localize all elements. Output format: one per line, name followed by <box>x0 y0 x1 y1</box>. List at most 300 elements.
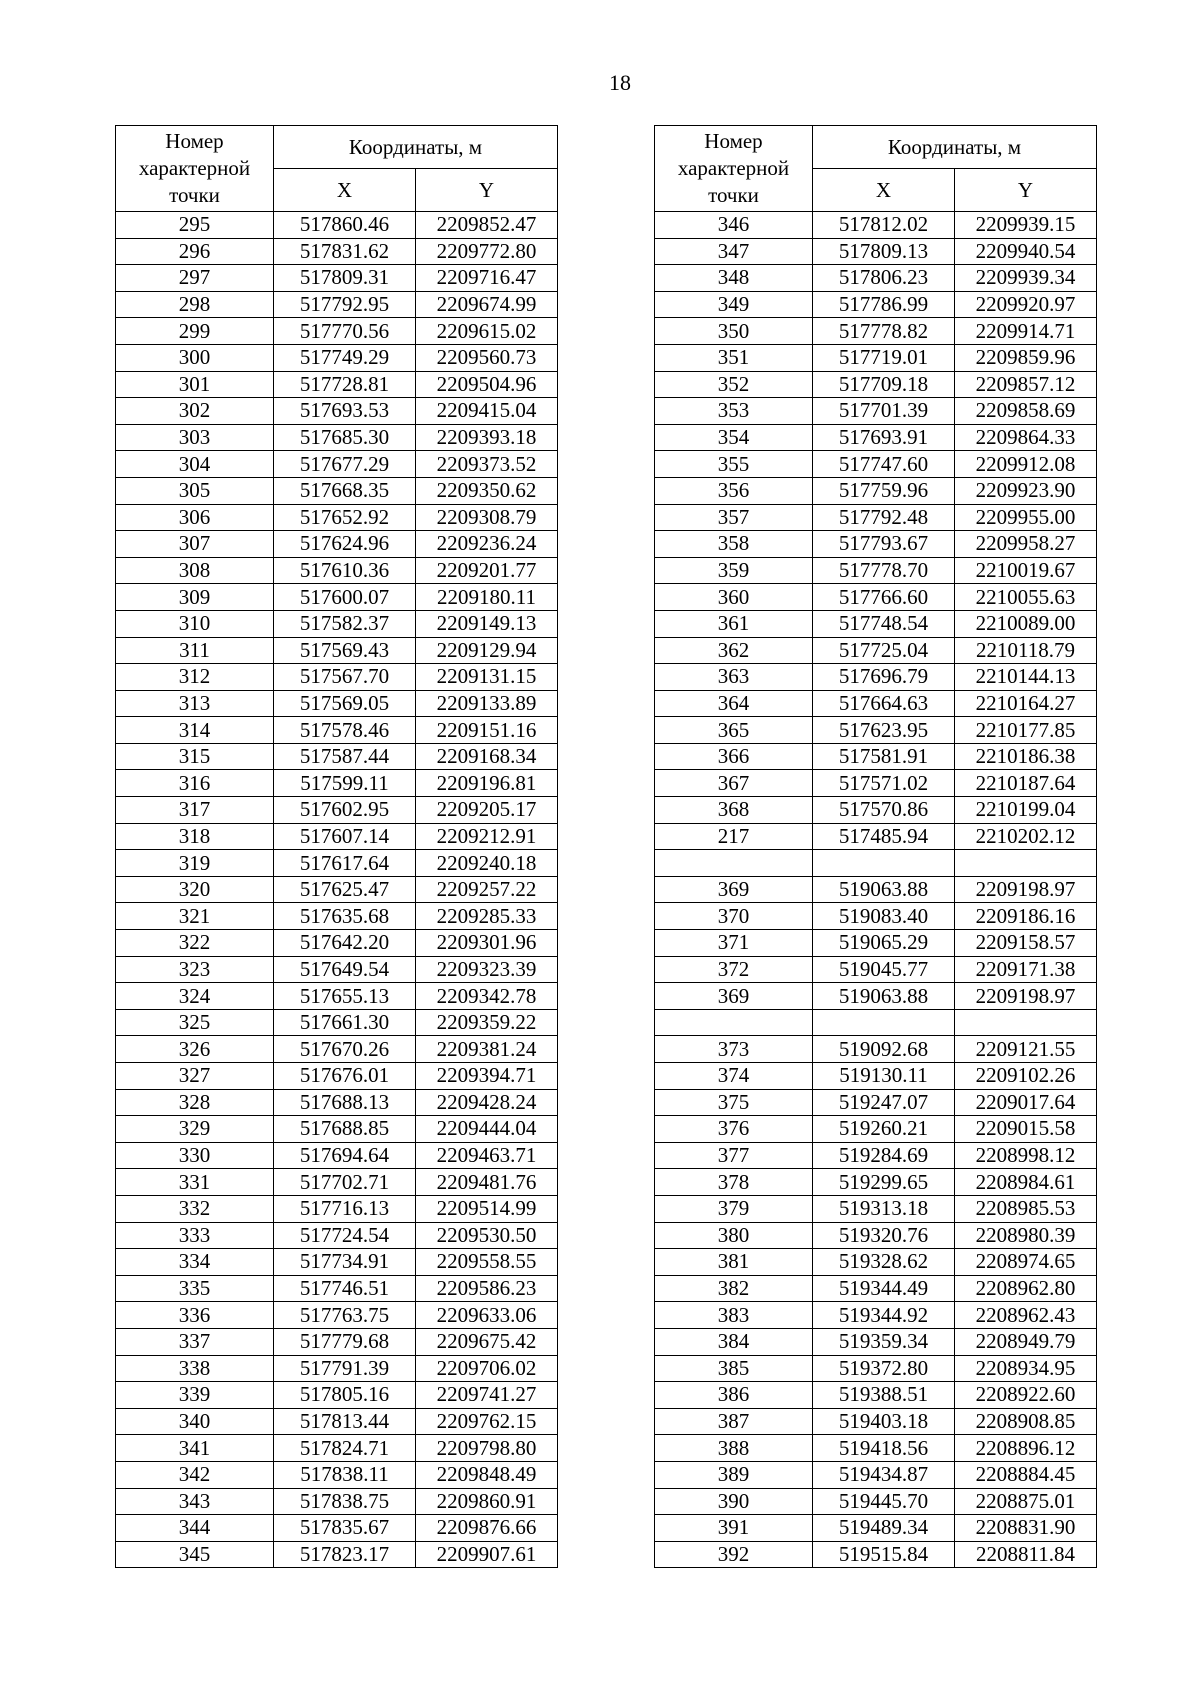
y-coordinate-cell: 2209674.99 <box>416 291 558 318</box>
table-row <box>655 690 1097 717</box>
table-row <box>116 265 558 292</box>
point-number-cell: 360 <box>655 584 813 611</box>
x-coordinate-cell: 517763.75 <box>274 1302 416 1329</box>
x-coordinate-cell: 519247.07 <box>813 1089 955 1116</box>
x-coordinate-cell: 519372.80 <box>813 1355 955 1382</box>
y-coordinate-cell: 2210118.79 <box>955 637 1097 664</box>
point-number-cell <box>655 1009 813 1036</box>
x-coordinate-cell: 517693.53 <box>274 398 416 425</box>
x-coordinate-cell: 517838.75 <box>274 1488 416 1515</box>
point-number-cell: 374 <box>655 1063 813 1090</box>
x-coordinate-cell: 517582.37 <box>274 610 416 637</box>
point-number-header: Номер характерной точки <box>116 126 274 212</box>
point-number-cell: 386 <box>655 1382 813 1409</box>
y-coordinate-cell: 2209198.97 <box>955 876 1097 903</box>
x-coordinate-cell <box>813 1009 955 1036</box>
y-coordinate-cell: 2209762.15 <box>416 1408 558 1435</box>
x-coordinate-cell: 517693.91 <box>813 424 955 451</box>
point-number-cell: 344 <box>116 1515 274 1542</box>
y-coordinate-cell: 2209151.16 <box>416 717 558 744</box>
point-number-cell: 319 <box>116 850 274 877</box>
table-row <box>655 265 1097 292</box>
y-coordinate-cell: 2209860.91 <box>416 1488 558 1515</box>
table-row <box>116 983 558 1010</box>
x-coordinate-cell: 519260.21 <box>813 1116 955 1143</box>
y-coordinate-cell: 2208998.12 <box>955 1142 1097 1169</box>
table-row <box>655 424 1097 451</box>
table-row <box>655 1355 1097 1382</box>
y-coordinate-cell: 2209912.08 <box>955 451 1097 478</box>
point-number-cell: 382 <box>655 1275 813 1302</box>
table-row <box>655 1302 1097 1329</box>
y-coordinate-cell: 2208884.45 <box>955 1461 1097 1488</box>
point-number-cell: 313 <box>116 690 274 717</box>
x-coordinate-cell: 519388.51 <box>813 1382 955 1409</box>
x-coordinate-cell: 517664.63 <box>813 690 955 717</box>
table-row <box>116 743 558 770</box>
point-number-cell: 390 <box>655 1488 813 1515</box>
point-number-cell: 353 <box>655 398 813 425</box>
x-coordinate-cell: 517770.56 <box>274 318 416 345</box>
table-row <box>655 531 1097 558</box>
x-coordinate-cell: 517685.30 <box>274 424 416 451</box>
point-number-cell: 348 <box>655 265 813 292</box>
x-coordinate-cell: 517860.46 <box>274 212 416 239</box>
table-row <box>116 1541 558 1568</box>
table-row <box>655 1116 1097 1143</box>
point-number-cell: 332 <box>116 1195 274 1222</box>
x-coordinate-cell: 517567.70 <box>274 664 416 691</box>
table-row <box>116 1116 558 1143</box>
point-number-cell: 318 <box>116 823 274 850</box>
x-coordinate-cell: 517635.68 <box>274 903 416 930</box>
point-number-cell: 355 <box>655 451 813 478</box>
x-coordinate-cell: 517668.35 <box>274 477 416 504</box>
point-number-header: Номер характерной точки <box>655 126 813 212</box>
table-row <box>655 1222 1097 1249</box>
point-number-cell: 328 <box>116 1089 274 1116</box>
y-coordinate-cell: 2209186.16 <box>955 903 1097 930</box>
page-number: 18 <box>609 70 631 95</box>
table-row <box>116 664 558 691</box>
y-coordinate-cell: 2209236.24 <box>416 531 558 558</box>
x-coordinate-cell: 519045.77 <box>813 956 955 983</box>
point-number-cell: 296 <box>116 238 274 265</box>
y-coordinate-cell: 2208934.95 <box>955 1355 1097 1382</box>
y-coordinate-cell: 2209741.27 <box>416 1382 558 1409</box>
y-coordinate-cell: 2209716.47 <box>416 265 558 292</box>
x-coordinate-cell: 519328.62 <box>813 1249 955 1276</box>
point-number-cell: 329 <box>116 1116 274 1143</box>
table-row <box>116 717 558 744</box>
table-row <box>655 1515 1097 1542</box>
table-row <box>116 610 558 637</box>
point-number-cell: 311 <box>116 637 274 664</box>
x-coordinate-cell: 519445.70 <box>813 1488 955 1515</box>
table-row <box>655 1249 1097 1276</box>
x-coordinate-cell: 517809.31 <box>274 265 416 292</box>
table-row <box>655 1195 1097 1222</box>
y-coordinate-cell: 2208974.65 <box>955 1249 1097 1276</box>
point-number-cell: 322 <box>116 930 274 957</box>
table-row <box>116 557 558 584</box>
table-row <box>655 850 1097 877</box>
table-row <box>655 1089 1097 1116</box>
y-coordinate-cell: 2209415.04 <box>416 398 558 425</box>
x-coordinate-cell: 517748.54 <box>813 610 955 637</box>
table-row <box>116 797 558 824</box>
table-row <box>655 930 1097 957</box>
y-coordinate-cell: 2209859.96 <box>955 344 1097 371</box>
y-coordinate-cell: 2209131.15 <box>416 664 558 691</box>
x-coordinate-cell: 517600.07 <box>274 584 416 611</box>
x-coordinate-cell: 517725.04 <box>813 637 955 664</box>
x-coordinate-cell: 517778.70 <box>813 557 955 584</box>
x-coordinate-cell: 519313.18 <box>813 1195 955 1222</box>
y-coordinate-cell: 2210144.13 <box>955 664 1097 691</box>
point-number-cell: 380 <box>655 1222 813 1249</box>
point-number-cell: 356 <box>655 477 813 504</box>
y-coordinate-cell: 2209301.96 <box>416 930 558 957</box>
x-coordinate-cell: 517599.11 <box>274 770 416 797</box>
table-row <box>655 1063 1097 1090</box>
x-coordinate-cell: 519515.84 <box>813 1541 955 1568</box>
point-number-cell: 352 <box>655 371 813 398</box>
table-row <box>116 956 558 983</box>
x-coordinate-cell: 517759.96 <box>813 477 955 504</box>
point-number-cell: 364 <box>655 690 813 717</box>
x-coordinate-cell: 517571.02 <box>813 770 955 797</box>
point-number-cell: 295 <box>116 212 274 239</box>
point-number-cell: 342 <box>116 1461 274 1488</box>
point-number-cell: 340 <box>116 1408 274 1435</box>
table-row <box>655 876 1097 903</box>
table-row <box>116 318 558 345</box>
y-coordinate-cell: 2209240.18 <box>416 850 558 877</box>
table-row <box>655 451 1097 478</box>
table-row <box>116 451 558 478</box>
point-number-cell: 298 <box>116 291 274 318</box>
y-coordinate-cell: 2209257.22 <box>416 876 558 903</box>
y-coordinate-cell: 2209939.15 <box>955 212 1097 239</box>
point-number-cell: 351 <box>655 344 813 371</box>
y-coordinate-cell: 2208962.80 <box>955 1275 1097 1302</box>
y-coordinate-cell: 2210202.12 <box>955 823 1097 850</box>
x-coordinate-cell: 517766.60 <box>813 584 955 611</box>
table-row <box>655 610 1097 637</box>
y-coordinate-cell: 2210199.04 <box>955 797 1097 824</box>
x-coordinate-cell: 517812.02 <box>813 212 955 239</box>
y-coordinate-cell: 2210019.67 <box>955 557 1097 584</box>
x-coordinate-cell: 517716.13 <box>274 1195 416 1222</box>
x-coordinate-cell: 517696.79 <box>813 664 955 691</box>
y-coordinate-cell: 2209706.02 <box>416 1355 558 1382</box>
x-coordinate-cell: 519434.87 <box>813 1461 955 1488</box>
x-coordinate-cell: 517602.95 <box>274 797 416 824</box>
y-header: Y <box>955 169 1097 212</box>
point-number-cell: 346 <box>655 212 813 239</box>
table-row <box>655 717 1097 744</box>
point-number-cell: 300 <box>116 344 274 371</box>
x-coordinate-cell: 517570.86 <box>813 797 955 824</box>
y-coordinate-cell: 2209196.81 <box>416 770 558 797</box>
point-number-cell: 367 <box>655 770 813 797</box>
x-coordinate-cell: 517747.60 <box>813 451 955 478</box>
x-coordinate-cell: 517676.01 <box>274 1063 416 1090</box>
table-row <box>655 557 1097 584</box>
point-number-cell: 366 <box>655 743 813 770</box>
x-coordinate-cell: 517701.39 <box>813 398 955 425</box>
point-number-cell: 369 <box>655 876 813 903</box>
x-coordinate-cell: 517792.95 <box>274 291 416 318</box>
table-row <box>116 212 558 239</box>
x-coordinate-cell: 517670.26 <box>274 1036 416 1063</box>
point-number-cell: 308 <box>116 557 274 584</box>
x-coordinate-cell: 517617.64 <box>274 850 416 877</box>
x-coordinate-cell: 517806.23 <box>813 265 955 292</box>
table-row <box>655 1382 1097 1409</box>
table-row <box>655 1408 1097 1435</box>
point-number-cell: 358 <box>655 531 813 558</box>
y-coordinate-cell: 2210089.00 <box>955 610 1097 637</box>
y-coordinate-cell: 2209168.34 <box>416 743 558 770</box>
table-row <box>116 344 558 371</box>
coordinates-header: Координаты, м <box>813 126 1097 169</box>
x-coordinate-cell: 517793.67 <box>813 531 955 558</box>
point-number-cell: 304 <box>116 451 274 478</box>
x-coordinate-cell: 517649.54 <box>274 956 416 983</box>
x-coordinate-cell: 517661.30 <box>274 1009 416 1036</box>
y-coordinate-cell: 2209133.89 <box>416 690 558 717</box>
table-body-right <box>655 212 1097 1568</box>
x-coordinate-cell: 517569.43 <box>274 637 416 664</box>
y-coordinate-cell: 2209586.23 <box>416 1275 558 1302</box>
y-coordinate-cell: 2209772.80 <box>416 238 558 265</box>
x-coordinate-cell: 517809.13 <box>813 238 955 265</box>
y-coordinate-cell: 2208831.90 <box>955 1515 1097 1542</box>
point-number-cell: 339 <box>116 1382 274 1409</box>
table-row <box>116 1382 558 1409</box>
table-row <box>655 212 1097 239</box>
table-row <box>116 1275 558 1302</box>
y-coordinate-cell: 2209675.42 <box>416 1328 558 1355</box>
y-coordinate-cell: 2209201.77 <box>416 557 558 584</box>
point-number-cell: 388 <box>655 1435 813 1462</box>
y-coordinate-cell: 2210186.38 <box>955 743 1097 770</box>
x-coordinate-cell: 519299.65 <box>813 1169 955 1196</box>
table-row <box>655 1488 1097 1515</box>
point-number-cell: 343 <box>116 1488 274 1515</box>
table-row <box>655 903 1097 930</box>
table-row <box>116 1142 558 1169</box>
table-row <box>116 1435 558 1462</box>
x-coordinate-cell: 517792.48 <box>813 504 955 531</box>
table-row <box>655 477 1097 504</box>
table-row <box>116 1222 558 1249</box>
point-number-cell: 337 <box>116 1328 274 1355</box>
y-coordinate-cell: 2209864.33 <box>955 424 1097 451</box>
table-row <box>116 584 558 611</box>
point-number-cell: 326 <box>116 1036 274 1063</box>
table-row <box>655 504 1097 531</box>
table-row <box>655 743 1097 770</box>
table-row <box>116 1036 558 1063</box>
point-number-cell: 354 <box>655 424 813 451</box>
table-row <box>655 983 1097 1010</box>
x-header: X <box>274 169 416 212</box>
table-row <box>116 823 558 850</box>
point-number-cell: 310 <box>116 610 274 637</box>
point-number-cell: 391 <box>655 1515 813 1542</box>
x-coordinate-cell: 517702.71 <box>274 1169 416 1196</box>
x-coordinate-cell: 517746.51 <box>274 1275 416 1302</box>
point-number-cell: 389 <box>655 1461 813 1488</box>
y-coordinate-cell: 2208949.79 <box>955 1328 1097 1355</box>
y-coordinate-cell: 2209180.11 <box>416 584 558 611</box>
x-coordinate-cell: 517694.64 <box>274 1142 416 1169</box>
point-number-cell: 330 <box>116 1142 274 1169</box>
table-row <box>116 1302 558 1329</box>
y-coordinate-cell: 2209907.61 <box>416 1541 558 1568</box>
y-coordinate-cell: 2209920.97 <box>955 291 1097 318</box>
table-row <box>116 903 558 930</box>
x-coordinate-cell: 519344.92 <box>813 1302 955 1329</box>
table-row <box>116 1169 558 1196</box>
y-coordinate-cell: 2209393.18 <box>416 424 558 451</box>
y-coordinate-cell: 2208980.39 <box>955 1222 1097 1249</box>
x-coordinate-cell: 519359.34 <box>813 1328 955 1355</box>
point-number-cell: 379 <box>655 1195 813 1222</box>
y-coordinate-cell: 2209852.47 <box>416 212 558 239</box>
table-row <box>116 1328 558 1355</box>
y-coordinate-cell: 2209198.97 <box>955 983 1097 1010</box>
point-number-cell: 357 <box>655 504 813 531</box>
y-coordinate-cell: 2209560.73 <box>416 344 558 371</box>
y-coordinate-cell: 2208922.60 <box>955 1382 1097 1409</box>
y-coordinate-cell: 2209323.39 <box>416 956 558 983</box>
point-number-cell: 392 <box>655 1541 813 1568</box>
point-number-cell: 314 <box>116 717 274 744</box>
table-row <box>116 1461 558 1488</box>
y-coordinate-cell: 2209923.90 <box>955 477 1097 504</box>
x-coordinate-cell: 519418.56 <box>813 1435 955 1462</box>
point-number-cell: 331 <box>116 1169 274 1196</box>
y-coordinate-cell: 2208984.61 <box>955 1169 1097 1196</box>
y-coordinate-cell: 2209857.12 <box>955 371 1097 398</box>
y-coordinate-cell: 2209858.69 <box>955 398 1097 425</box>
x-coordinate-cell: 517624.96 <box>274 531 416 558</box>
point-number-cell: 372 <box>655 956 813 983</box>
x-coordinate-cell: 517587.44 <box>274 743 416 770</box>
y-coordinate-cell: 2209149.13 <box>416 610 558 637</box>
x-coordinate-cell: 517719.01 <box>813 344 955 371</box>
point-number-cell: 350 <box>655 318 813 345</box>
coordinates-table-right <box>654 125 1097 1568</box>
x-coordinate-cell: 517607.14 <box>274 823 416 850</box>
y-coordinate-cell: 2209798.80 <box>416 1435 558 1462</box>
x-coordinate-cell: 519083.40 <box>813 903 955 930</box>
point-number-cell: 309 <box>116 584 274 611</box>
x-coordinate-cell: 517625.47 <box>274 876 416 903</box>
y-coordinate-cell: 2209939.34 <box>955 265 1097 292</box>
point-number-cell: 377 <box>655 1142 813 1169</box>
y-coordinate-cell: 2208811.84 <box>955 1541 1097 1568</box>
x-coordinate-cell: 517578.46 <box>274 717 416 744</box>
y-coordinate-cell: 2209015.58 <box>955 1116 1097 1143</box>
y-coordinate-cell: 2209558.55 <box>416 1249 558 1276</box>
point-number-cell: 387 <box>655 1408 813 1435</box>
point-number-cell: 321 <box>116 903 274 930</box>
x-coordinate-cell: 517610.36 <box>274 557 416 584</box>
y-coordinate-cell: 2209633.06 <box>416 1302 558 1329</box>
y-coordinate-cell: 2209504.96 <box>416 371 558 398</box>
table-row <box>655 1328 1097 1355</box>
y-coordinate-cell: 2209394.71 <box>416 1063 558 1090</box>
point-number-cell: 299 <box>116 318 274 345</box>
x-coordinate-cell: 517724.54 <box>274 1222 416 1249</box>
y-coordinate-cell: 2209342.78 <box>416 983 558 1010</box>
y-coordinate-cell: 2208962.43 <box>955 1302 1097 1329</box>
x-coordinate-cell: 517485.94 <box>813 823 955 850</box>
y-coordinate-cell: 2209615.02 <box>416 318 558 345</box>
y-coordinate-cell: 2209205.17 <box>416 797 558 824</box>
x-coordinate-cell: 517569.05 <box>274 690 416 717</box>
table-row <box>655 371 1097 398</box>
table-row <box>116 850 558 877</box>
x-coordinate-cell: 517652.92 <box>274 504 416 531</box>
point-number-cell: 327 <box>116 1063 274 1090</box>
table-row <box>116 1063 558 1090</box>
point-number-cell: 312 <box>116 664 274 691</box>
table-row <box>655 956 1097 983</box>
point-number-cell: 384 <box>655 1328 813 1355</box>
y-coordinate-cell: 2209481.76 <box>416 1169 558 1196</box>
y-coordinate-cell: 2209463.71 <box>416 1142 558 1169</box>
x-coordinate-cell: 517813.44 <box>274 1408 416 1435</box>
point-number-cell: 365 <box>655 717 813 744</box>
x-coordinate-cell: 517709.18 <box>813 371 955 398</box>
point-number-cell: 362 <box>655 637 813 664</box>
coordinates-table-left <box>115 125 558 1568</box>
y-coordinate-cell: 2210177.85 <box>955 717 1097 744</box>
point-number-cell: 341 <box>116 1435 274 1462</box>
y-coordinate-cell: 2209914.71 <box>955 318 1097 345</box>
x-coordinate-cell: 519344.49 <box>813 1275 955 1302</box>
x-coordinate-cell: 517824.71 <box>274 1435 416 1462</box>
point-number-cell: 334 <box>116 1249 274 1276</box>
table-row <box>116 238 558 265</box>
x-coordinate-cell: 519092.68 <box>813 1036 955 1063</box>
point-number-cell: 376 <box>655 1116 813 1143</box>
table-row <box>655 1036 1097 1063</box>
point-number-cell: 385 <box>655 1355 813 1382</box>
x-coordinate-cell: 519063.88 <box>813 876 955 903</box>
table-row <box>655 1169 1097 1196</box>
point-number-cell: 381 <box>655 1249 813 1276</box>
x-coordinate-cell: 517655.13 <box>274 983 416 1010</box>
point-number-cell: 370 <box>655 903 813 930</box>
table-row <box>116 876 558 903</box>
y-coordinate-cell: 2210164.27 <box>955 690 1097 717</box>
table-row <box>116 424 558 451</box>
y-coordinate-cell: 2209373.52 <box>416 451 558 478</box>
point-number-cell: 378 <box>655 1169 813 1196</box>
table-row <box>116 291 558 318</box>
table-row <box>116 1089 558 1116</box>
y-coordinate-cell: 2209212.91 <box>416 823 558 850</box>
table-row <box>655 664 1097 691</box>
y-coordinate-cell: 2208908.85 <box>955 1408 1097 1435</box>
